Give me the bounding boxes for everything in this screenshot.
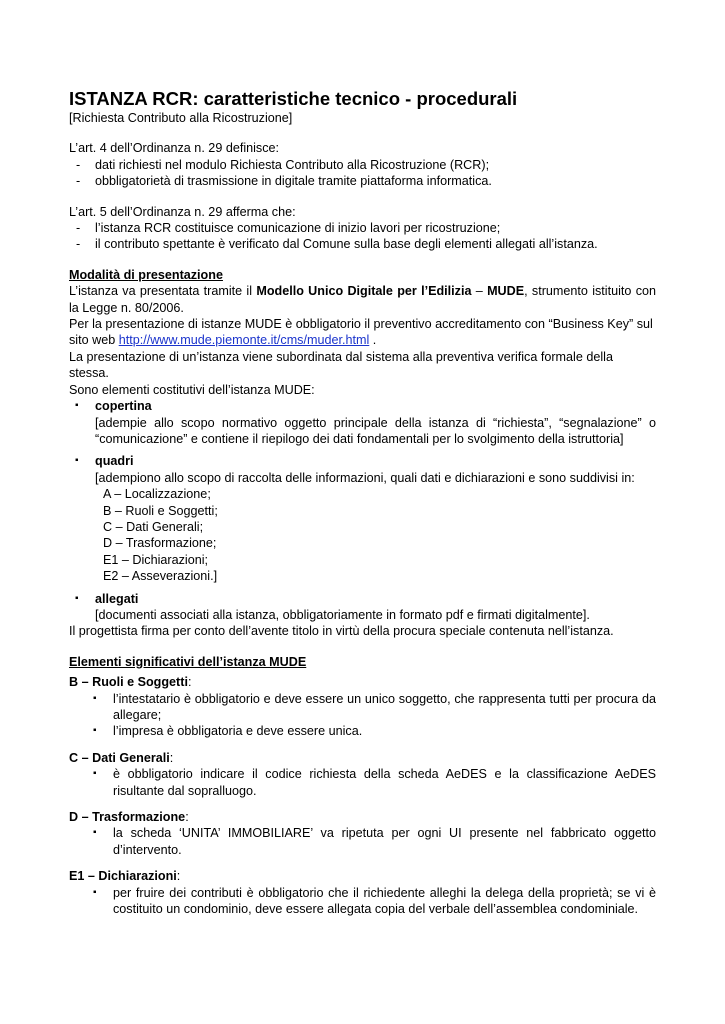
- list-item: - il contributo spettante è verificato dal Comune sulla base degli elementi allegati all’istanza.: [76, 236, 656, 252]
- group-heading-d: D – Trasformazione:: [69, 810, 189, 825]
- list-item: E2 – Asseverazioni.]: [103, 569, 218, 584]
- document-page: [69, 88, 656, 917]
- group-heading-b: B – Ruoli e Soggetti:: [69, 675, 192, 690]
- list-item: B – Ruoli e Soggetti;: [103, 503, 218, 518]
- group-list-d: [69, 825, 656, 858]
- section-heading-elementi: Elementi significativi dell’istanza MUDE: [69, 654, 307, 669]
- elementi-costitutivi-list: [69, 398, 656, 623]
- section-heading-modalita: Modalità di presentazione: [69, 267, 223, 282]
- art5-intro: L’art. 5 dell’Ordinanza n. 29 afferma che:: [69, 204, 296, 219]
- allegati-title: ▪ allegati: [95, 591, 139, 606]
- art4-intro: L’art. 4 dell’Ordinanza n. 29 definisce:: [69, 141, 280, 156]
- modalita-paragraph-4: Sono elementi costitutivi dell’istanza MUDE:: [69, 382, 315, 397]
- list-item: - dati richiesti nel modulo Richiesta Contributo alla Ricostruzione (RCR);: [76, 157, 656, 173]
- modalita-paragraph-1: L’istanza va presentata tramite il Modello Unico Digitale per l’Edilizia – MUDE, strumento istituito con la Legge n. 80/2006.: [69, 284, 656, 315]
- group-list-b: [69, 691, 656, 740]
- list-item: ▪ l’impresa è obbligatoria e deve essere unica.: [69, 723, 656, 739]
- quadri-text: [adempiono allo scopo di raccolta delle informazioni, quali dati e dichiarazioni e sono suddivisi in:: [95, 470, 635, 485]
- document-subtitle: [Richiesta Contributo alla Ricostruzione]: [69, 111, 293, 125]
- quadri-title: ▪ quadri: [95, 454, 134, 469]
- list-item: D – Trasformazione;: [103, 536, 217, 551]
- art5-list: [69, 220, 656, 253]
- modalita-paragraph-2: Per la presentazione di istanze MUDE è obbligatorio il preventivo accreditamento con “Business Key” sul sito web http://www.mude.piemonte.it/cms/muder.html .: [69, 317, 653, 348]
- allegati-text: [documenti associati alla istanza, obbligatoriamente in formato pdf e firmati digitalmente].: [95, 607, 590, 622]
- list-item: A – Localizzazione;: [103, 487, 211, 502]
- quadri-sublist: [95, 486, 656, 584]
- list-item: ▪ è obbligatorio indicare il codice richiesta della scheda AeDES e la classificazione AeDES risultante dal sopralluogo.: [69, 766, 656, 799]
- group-list-e1: [69, 885, 656, 918]
- group-heading-c: C – Dati Generali:: [69, 750, 174, 765]
- list-item: C – Dati Generali;: [103, 519, 204, 534]
- list-item-quadri: [69, 453, 656, 584]
- group-list-c: [69, 766, 656, 799]
- copertina-title: ▪ copertina: [95, 399, 152, 414]
- list-item: E1 – Dichiarazioni;: [103, 552, 208, 567]
- list-item: ▪ per fruire dei contributi è obbligatorio che il richiedente alleghi la delega della proprietà; se vi è costituito un condominio, deve essere allegata copia del verbale dell’assemblea condominiale.: [69, 885, 656, 918]
- modalita-paragraph-3: La presentazione di un’istanza viene subordinata dal sistema alla preventiva verifica formale della stessa.: [69, 349, 613, 381]
- list-item-allegati: [69, 591, 656, 624]
- art4-list: [69, 157, 656, 190]
- copertina-text: [adempie allo scopo normativo oggetto principale della istanza di “richiesta”, “segnalazione” o “comunicazione” e contiene il riepilogo dei dati fondamentali per lo svolgimento della istruttoria]: [95, 415, 656, 446]
- list-item-copertina: [69, 398, 656, 447]
- list-item: - obbligatorietà di trasmissione in digitale tramite piattaforma informatica.: [76, 173, 656, 189]
- group-heading-e1: E1 – Dichiarazioni:: [69, 869, 181, 884]
- list-item: - l’istanza RCR costituisce comunicazione di inizio lavori per ricostruzione;: [76, 220, 656, 236]
- modalita-closing: Il progettista firma per conto dell’avente titolo in virtù della procura speciale contenuta nell’istanza.: [69, 624, 614, 639]
- list-item: ▪ la scheda ‘UNITA’ IMMOBILIARE’ va ripetuta per ogni UI presente nel fabbricato oggetto d’intervento.: [69, 825, 656, 858]
- mude-link[interactable]: http://www.mude.piemonte.it/cms/muder.html: [118, 333, 370, 348]
- document-title: ISTANZA RCR: caratteristiche tecnico - procedurali: [69, 88, 518, 109]
- list-item: ▪ l’intestatario è obbligatorio e deve essere un unico soggetto, che rappresenta tutti per procura da allegare;: [69, 691, 656, 724]
